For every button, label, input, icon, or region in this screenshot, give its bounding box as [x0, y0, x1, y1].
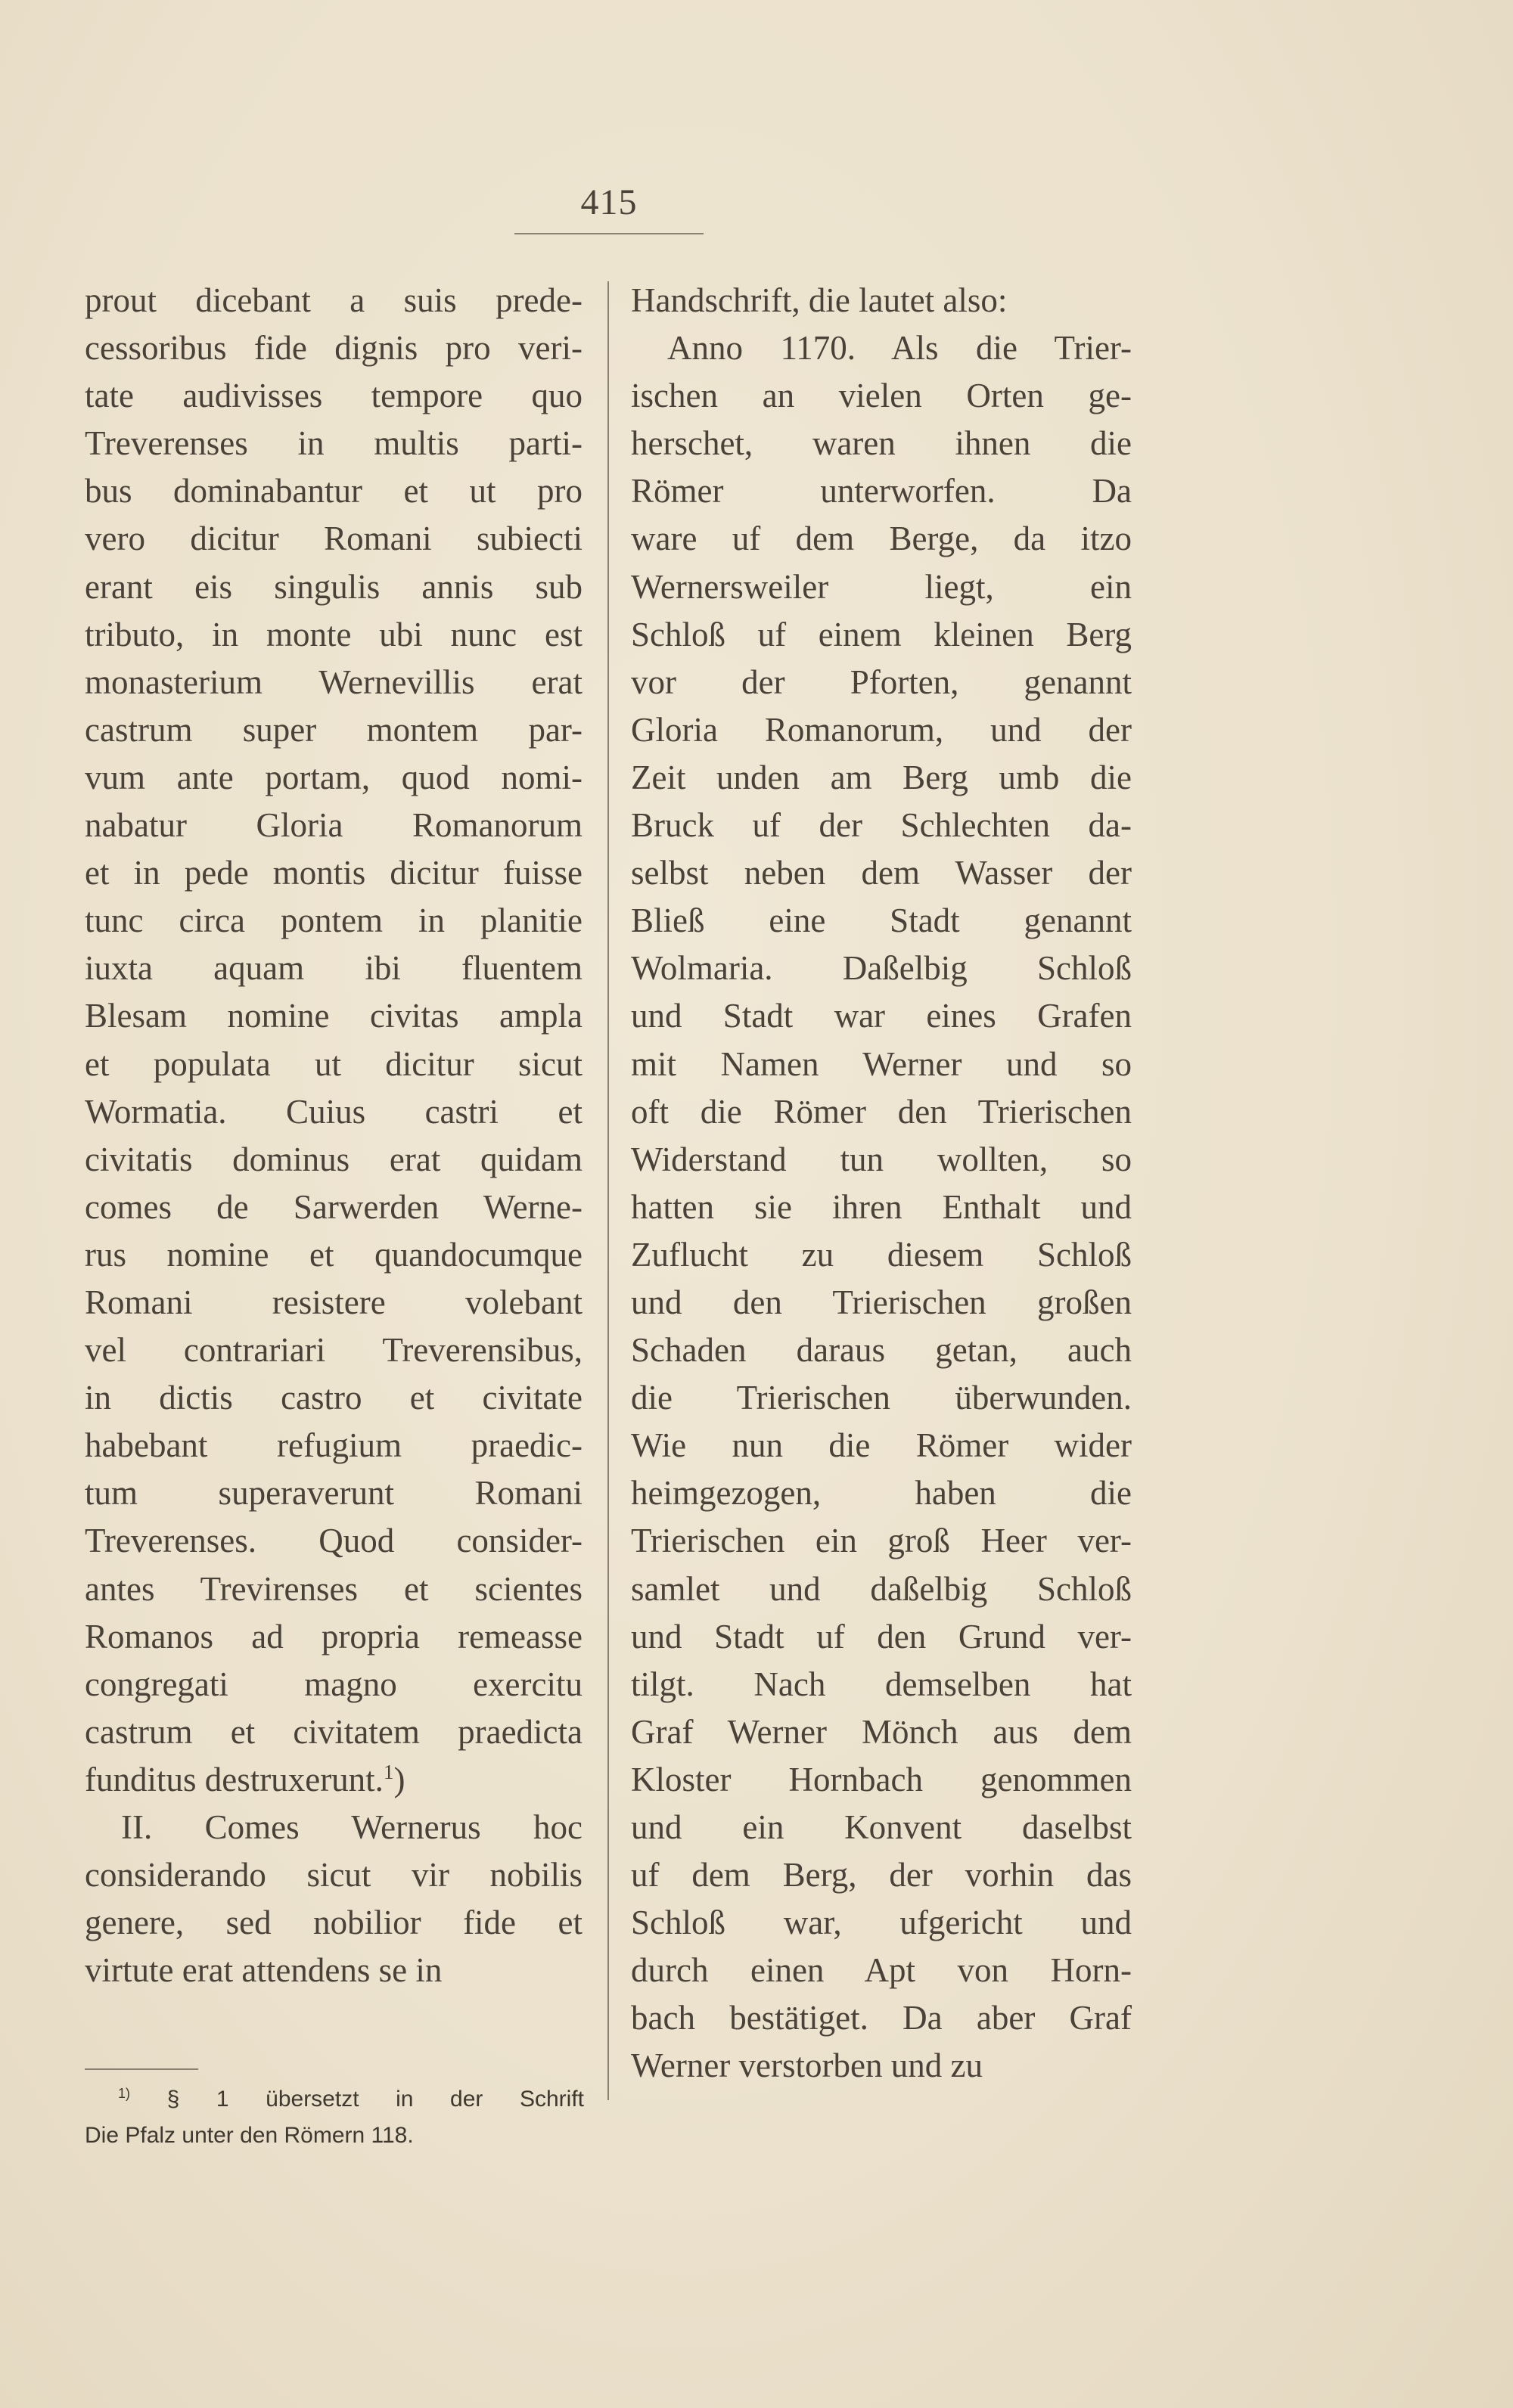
text-line-content: Graf Werner Mönch aus dem [631, 1712, 1132, 1751]
text-line-content: und den Trierischen großen [631, 1283, 1132, 1321]
footnote-marker: 1) [118, 2086, 131, 2101]
text-line [631, 1517, 1132, 1565]
text-line-content: bus dominabantur et ut pro [85, 472, 583, 510]
text-line [631, 1184, 1132, 1231]
text-line [631, 1422, 1132, 1469]
text-line-content: Widerstand tun wollten, so [631, 1140, 1132, 1178]
text-line [85, 324, 583, 372]
text-line [85, 1041, 583, 1088]
text-line-content: monasterium Wernevillis erat [85, 663, 583, 701]
text-line [85, 659, 583, 706]
text-line-content: und Stadt war eines Grafen [631, 997, 1132, 1035]
text-line-content: erant eis singulis annis sub [85, 567, 583, 606]
text-line [85, 706, 583, 754]
text-line [85, 897, 583, 945]
text-line-content: vum ante portam, quod nomi- [85, 758, 583, 796]
text-line [631, 1661, 1132, 1708]
text-line-content: ischen an vielen Orten ge- [631, 377, 1132, 415]
text-line [85, 992, 583, 1040]
text-line-content: comes de Sarwerden Werne- [85, 1187, 583, 1226]
text-line-content: castrum et civitatem praedicta [85, 1712, 583, 1751]
text-line-content: tum superaverunt Romani [85, 1474, 583, 1513]
text-line-content: Zeit unden am Berg umb die [631, 758, 1132, 796]
text-line-content: und ein Konvent daselbst [631, 1808, 1132, 1846]
text-line [631, 2042, 1132, 2090]
text-line-content: habebant refugium praedic- [85, 1426, 583, 1465]
text-line-content: vero dicitur Romani subiecti [85, 520, 583, 558]
text-line-content: Blesam nomine civitas ampla [85, 997, 583, 1035]
text-line [85, 1184, 583, 1231]
text-line-content: hatten sie ihren Enthalt und [631, 1187, 1132, 1226]
text-line-content: nabatur Gloria Romanorum [85, 806, 583, 845]
text-line-content: prout dicebant a suis prede- [85, 281, 583, 319]
text-line [85, 1947, 583, 1994]
text-line [631, 1088, 1132, 1136]
text-line-content: virtute erat attendens se in [85, 1951, 443, 1990]
text-line [85, 1374, 583, 1422]
text-line [85, 1756, 583, 1804]
text-line [631, 1374, 1132, 1422]
text-line-content: Werner verstorben und zu [631, 2046, 983, 2085]
text-line-content: Treverenses in multis parti- [85, 424, 583, 463]
text-line [85, 563, 583, 611]
text-line-content: et in pede montis dicitur fuisse [85, 854, 583, 892]
text-line-content: congregati magno exercitu [85, 1665, 583, 1703]
left-column-latin-text [85, 277, 583, 1994]
text-line-content: Wormatia. Cuius castri et [85, 1092, 583, 1131]
text-line-content: vel contrariari Treverensibus, [85, 1331, 583, 1370]
text-line [631, 1994, 1132, 2042]
text-line-content: funditus destruxerunt. [85, 1760, 384, 1798]
footnote-line [85, 2081, 584, 2118]
footnote-rule [85, 2068, 198, 2070]
text-line-content: ware uf dem Berge, da itzo [631, 520, 1132, 558]
text-line-content: samlet und daßelbig Schloß [631, 1569, 1132, 1608]
text-line [631, 1947, 1132, 1994]
text-line-content: Bruck uf der Schlechten da- [631, 806, 1132, 845]
text-line [85, 1804, 583, 1851]
text-line-content: bach bestätiget. Da aber Graf [631, 1999, 1132, 2037]
text-line [631, 849, 1132, 897]
text-line [631, 515, 1132, 563]
text-line [631, 1756, 1132, 1804]
text-line [85, 1088, 583, 1136]
text-line [631, 754, 1132, 802]
text-line [631, 1469, 1132, 1517]
text-line [631, 1851, 1132, 1899]
text-line-content: Trierischen ein groß Heer ver- [631, 1522, 1132, 1560]
text-line-content: et populata ut dicitur sicut [85, 1044, 583, 1083]
text-line [631, 1899, 1132, 1947]
text-line [631, 802, 1132, 849]
text-line-content: die Trierischen überwunden. [631, 1379, 1132, 1417]
text-line-content: tributo, in monte ubi nunc est [85, 615, 583, 653]
footnote-reference-paren: ) [393, 1760, 405, 1798]
text-line-content: antes Trevirenses et scientes [85, 1569, 583, 1608]
text-line-content: oft die Römer den Trierischen [631, 1092, 1132, 1131]
text-line [85, 1422, 583, 1469]
text-line [631, 706, 1132, 754]
text-line-content: vor der Pforten, genannt [631, 663, 1132, 701]
text-line [631, 1804, 1132, 1851]
text-line [631, 277, 1132, 324]
text-line [85, 467, 583, 515]
page-number-rule [514, 233, 704, 234]
text-line-content: Kloster Hornbach genommen [631, 1760, 1132, 1798]
text-line [85, 802, 583, 849]
text-line-content: Schloß war, ufgericht und [631, 1904, 1132, 1942]
text-line [85, 420, 583, 467]
text-line [85, 1327, 583, 1374]
text-line [631, 420, 1132, 467]
text-line-content: und Stadt uf den Grund ver- [631, 1617, 1132, 1656]
text-line-content: Zuflucht zu diesem Schloß [631, 1235, 1132, 1274]
text-line [85, 849, 583, 897]
column-divider [607, 281, 609, 2100]
text-line [85, 1279, 583, 1327]
text-line-content: Wernersweiler liegt, ein [631, 567, 1132, 606]
text-line [631, 467, 1132, 515]
footnote-text: § 1 übersetzt in der Schrift [166, 2087, 585, 2112]
text-line-content: considerando sicut vir nobilis [85, 1856, 583, 1894]
text-line [85, 1231, 583, 1279]
text-line [631, 1279, 1132, 1327]
text-line-content: Gloria Romanorum, und der [631, 710, 1132, 749]
text-line-content: Romanos ad propria remeasse [85, 1617, 583, 1656]
text-line-content: Romani resistere volebant [85, 1283, 583, 1321]
text-line [631, 324, 1132, 372]
text-line-content: II. Comes Wernerus hoc [121, 1808, 583, 1846]
text-line [631, 563, 1132, 611]
page-number: 415 [580, 182, 638, 222]
text-line [85, 1708, 583, 1756]
text-line-content: Schloß uf einem kleinen Berg [631, 615, 1132, 653]
text-line [85, 515, 583, 563]
text-line [85, 1661, 583, 1708]
text-line [631, 992, 1132, 1040]
text-line-content: herschet, waren ihnen die [631, 424, 1132, 463]
text-line [631, 1566, 1132, 1613]
text-line-content: Wie nun die Römer wider [631, 1426, 1132, 1465]
text-line [631, 611, 1132, 659]
text-line [85, 1469, 583, 1517]
text-line [631, 1327, 1132, 1374]
text-line-content: mit Namen Werner und so [631, 1044, 1132, 1083]
footnote-line: Die Pfalz unter den Römern 118. [85, 2123, 414, 2148]
text-line-content: civitatis dominus erat quidam [85, 1140, 583, 1178]
text-line [85, 1566, 583, 1613]
text-line-content: in dictis castro et civitate [85, 1379, 583, 1417]
text-line-content: heimgezogen, haben die [631, 1474, 1132, 1513]
text-line [631, 945, 1132, 992]
text-line-content: uf dem Berg, der vorhin das [631, 1856, 1132, 1894]
text-line [85, 1899, 583, 1947]
text-line [85, 277, 583, 324]
text-line-content: Treverenses. Quod consider- [85, 1522, 583, 1560]
text-line [85, 1613, 583, 1661]
text-line [85, 1517, 583, 1565]
text-line [631, 897, 1132, 945]
text-line [85, 1851, 583, 1899]
text-line-content: castrum super montem par- [85, 710, 583, 749]
text-line [631, 1231, 1132, 1279]
text-line-content: Handschrift, die lautet also: [631, 281, 1008, 319]
text-line [631, 1708, 1132, 1756]
text-line-content: iuxta aquam ibi fluentem [85, 949, 583, 988]
text-line-content: Wolmaria. Daßelbig Schloß [631, 949, 1132, 988]
text-line [85, 1136, 583, 1184]
text-line-content: Anno 1170. Als die Trier- [667, 329, 1132, 368]
text-line-content: genere, sed nobilior fide et [85, 1904, 583, 1942]
text-line-content: Schaden daraus getan, auch [631, 1331, 1132, 1370]
text-line [631, 1136, 1132, 1184]
text-line [85, 945, 583, 992]
text-line-content: Römer unterworfen. Da [631, 472, 1132, 510]
text-line-content: tilgt. Nach demselben hat [631, 1665, 1132, 1703]
text-line-content: tate audivisses tempore quo [85, 377, 583, 415]
text-line-content: selbst neben dem Wasser der [631, 854, 1132, 892]
text-line [631, 1613, 1132, 1661]
text-line-content: tunc circa pontem in planitie [85, 901, 583, 940]
footnote-reference: 1 [383, 1760, 394, 1783]
text-line-content: Bließ eine Stadt genannt [631, 901, 1132, 940]
text-line [631, 1041, 1132, 1088]
text-line-content: rus nomine et quandocumque [85, 1235, 583, 1274]
text-line [631, 659, 1132, 706]
footnote [85, 2081, 584, 2154]
text-line-content: durch einen Apt von Horn- [631, 1951, 1132, 1990]
text-line [631, 372, 1132, 420]
text-line [85, 372, 583, 420]
text-line [85, 754, 583, 802]
right-column-german-text [631, 277, 1132, 2090]
text-line [85, 611, 583, 659]
text-line-content: cessoribus fide dignis pro veri- [85, 329, 583, 368]
